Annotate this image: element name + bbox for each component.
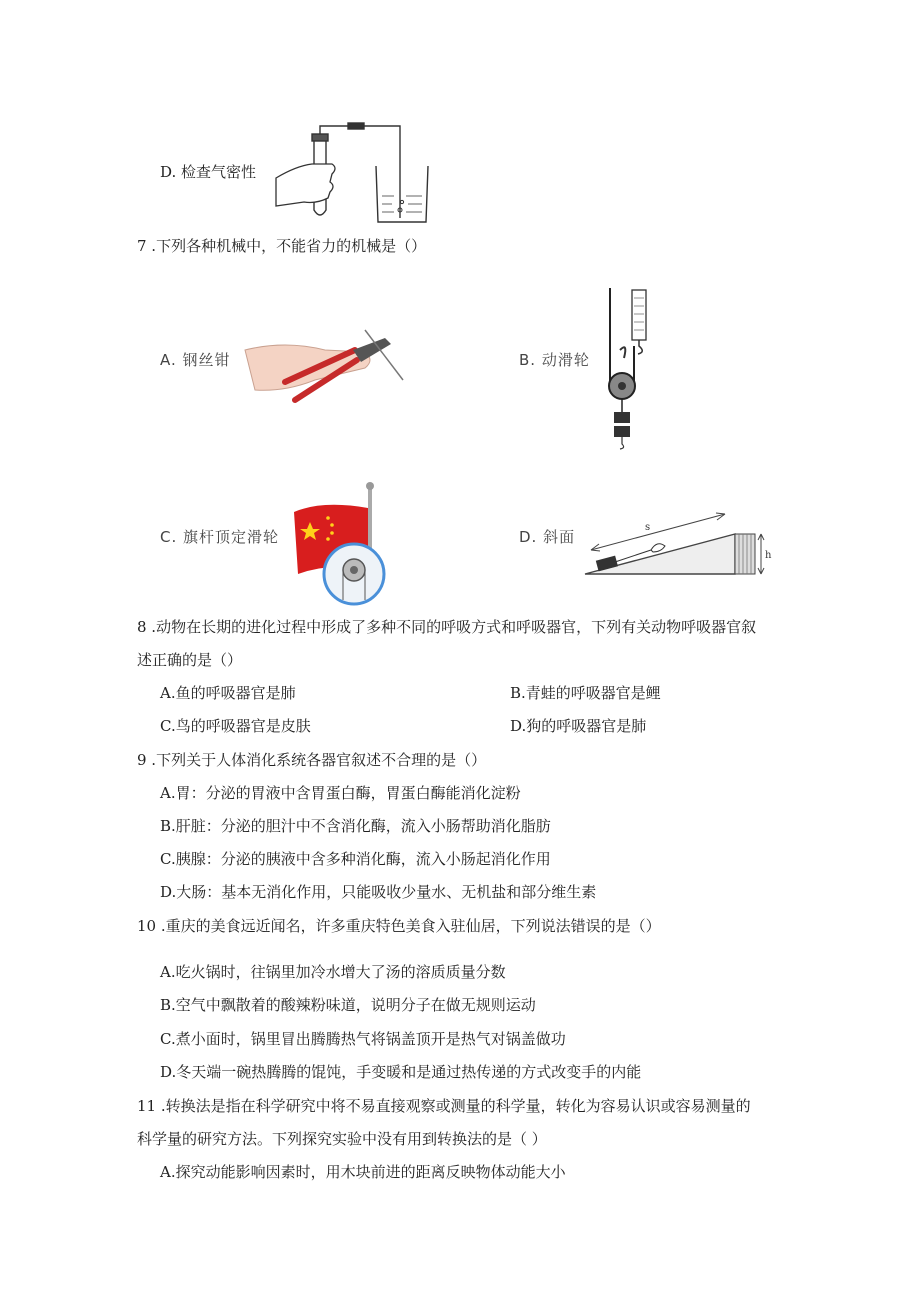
airtightness-apparatus-figure bbox=[276, 118, 436, 228]
q10-option-d: D.冬天端一碗热腾腾的馄饨，手变暖和是通过热传递的方式改变手的内能 bbox=[160, 1063, 642, 1081]
movable-pulley-figure bbox=[598, 288, 668, 453]
incline-figure bbox=[585, 510, 775, 582]
incline-label-h: h bbox=[765, 550, 772, 561]
q8-option-b: B.青蛙的呼吸器官是鲤 bbox=[510, 684, 661, 702]
q10-option-c: C.煮小面时，锅里冒出腾腾热气将锅盖顶开是热气对锅盖做功 bbox=[160, 1030, 566, 1048]
flagpole-pulley-figure bbox=[292, 478, 392, 600]
q9-option-c: C.胰腺：分泌的胰液中含多种消化酶，流入小肠起消化作用 bbox=[160, 850, 551, 868]
q7-option-d: D. 斜面 bbox=[519, 528, 576, 546]
q8-option-d: D.狗的呼吸器官是肺 bbox=[510, 717, 647, 735]
q6-option-d: D. 检查气密性 bbox=[160, 163, 257, 181]
q11-option-a: A.探究动能影响因素时，用木块前进的距离反映物体动能大小 bbox=[160, 1163, 566, 1181]
incline-label-s: s bbox=[645, 522, 651, 533]
pliers-figure bbox=[245, 320, 410, 410]
q11-stem-line2: 科学量的研究方法。下列探究实验中没有用到转换法的是（ ） bbox=[137, 1130, 547, 1148]
q9-option-b: B.肝脏：分泌的胆汁中不含消化酶，流入小肠帮助消化脂肪 bbox=[160, 817, 551, 835]
q11-stem-line1: 11 .转换法是指在科学研究中将不易直接观察或测量的科学量，转化为容易认识或容易测量的 bbox=[137, 1097, 751, 1115]
q8-option-a: A.鱼的呼吸器官是肺 bbox=[160, 684, 296, 702]
q10-option-a: A.吃火锅时，往锅里加冷水增大了汤的溶质质量分数 bbox=[160, 963, 506, 981]
stopper bbox=[312, 134, 328, 141]
spring-scale bbox=[632, 290, 646, 340]
q7-option-b: B. 动滑轮 bbox=[519, 351, 590, 369]
q9-option-a: A.胃：分泌的胃液中含胃蛋白酶，胃蛋白酶能消化淀粉 bbox=[160, 784, 521, 802]
q7-stem: 7 .下列各种机械中，不能省力的机械是（） bbox=[137, 237, 427, 255]
q7-option-c: C. 旗杆顶定滑轮 bbox=[160, 528, 280, 546]
beaker bbox=[376, 166, 428, 222]
q9-stem: 9 .下列关于人体消化系统各器官叙述不合理的是（） bbox=[137, 751, 487, 769]
q10-stem: 10 .重庆的美食远近闻名，许多重庆特色美食入驻仙居，下列说法错误的是（） bbox=[137, 917, 661, 935]
q10-option-b: B.空气中飘散着的酸辣粉味道，说明分子在做无规则运动 bbox=[160, 996, 536, 1014]
q8-stem-line2: 述正确的是（） bbox=[137, 651, 243, 669]
q7-option-a: A. 钢丝钳 bbox=[160, 351, 231, 369]
q8-stem-line1: 8 .动物在长期的进化过程中形成了多种不同的呼吸方式和呼吸器官，下列有关动物呼吸器官叙 bbox=[137, 618, 757, 636]
q9-option-d: D.大肠：基本无消化作用，只能吸收少量水、无机盐和部分维生素 bbox=[160, 883, 597, 901]
q8-option-c: C.鸟的呼吸器官是皮肤 bbox=[160, 717, 311, 735]
spring-scale-hand bbox=[651, 544, 665, 552]
